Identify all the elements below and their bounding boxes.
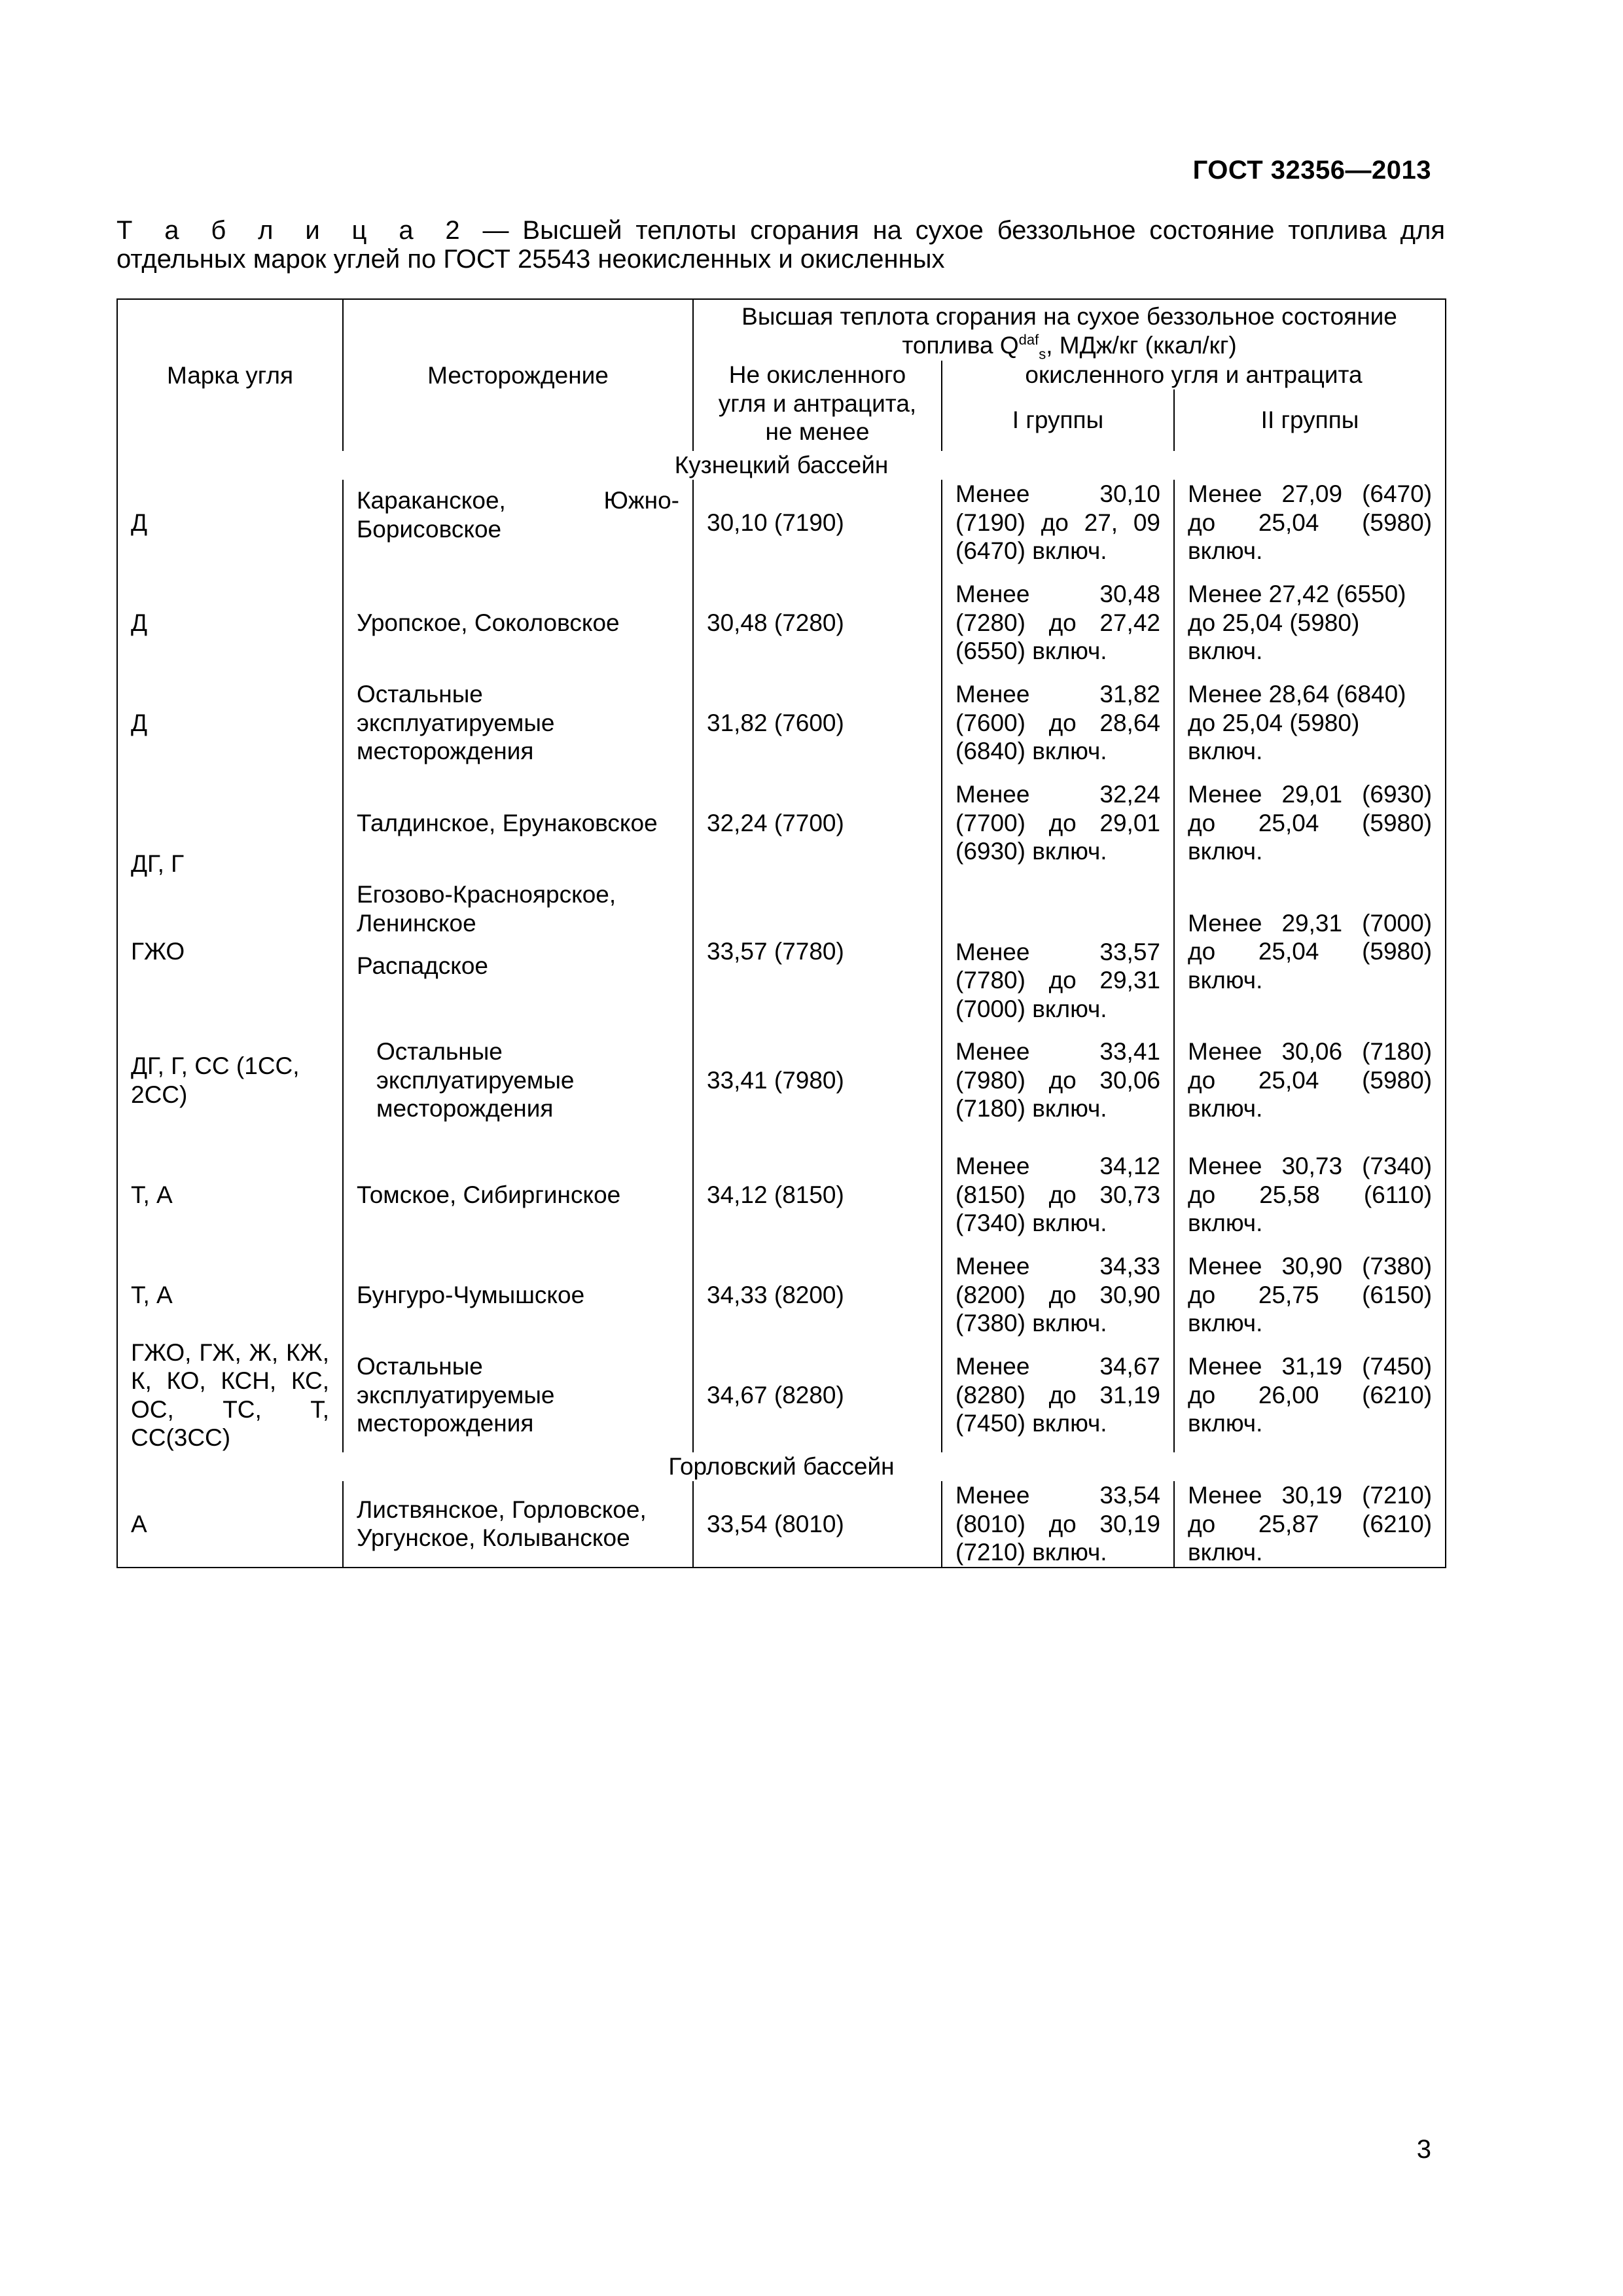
cell-nonoxidized: 31,82 (7600) bbox=[693, 680, 942, 766]
cell-grade: А bbox=[117, 1481, 343, 1568]
cell-deposit: Остальные эксплуатируемые месторождения bbox=[343, 1338, 693, 1452]
cell-group-1: Менее 31,82 (7600) до 28,64 (6840) включ. bbox=[942, 680, 1174, 766]
cell-group-1: Менее 33,41 (7980) до 30,06 (7180) включ. bbox=[942, 1023, 1174, 1138]
cell-deposit: Уропское, Соколовское bbox=[343, 565, 693, 680]
cell-grade: Д bbox=[117, 480, 343, 565]
header-heat-sub: s bbox=[1039, 345, 1046, 361]
table-row bbox=[117, 766, 1446, 880]
table-row bbox=[117, 880, 1446, 1023]
table-caption-text: — Высшей теплоты сгорания на сухое беззольное состояние топлива для отдельных марок углей по ГОСТ 25543 неокисленных и окисленных bbox=[116, 216, 1446, 274]
cell-group-1: Менее 30,10 (7190) до 27, 09 (6470) включ. bbox=[942, 480, 1174, 565]
cell-group-2: Менее 27,09 (6470) до 25,04 (5980) включ. bbox=[1174, 480, 1446, 565]
cell-group-2: Менее 29,31 (7000) до 25,04 (5980) включ. bbox=[1174, 880, 1446, 1023]
header-heat-line2a: топлива Q bbox=[902, 331, 1019, 359]
header-heat-line1: Высшая теплота сгорания на сухое беззольное состояние bbox=[741, 303, 1397, 330]
cell-nonoxidized: 30,48 (7280) bbox=[693, 565, 942, 680]
cell-deposit bbox=[343, 880, 693, 1023]
cell-group-2: Менее 30,06 (7180) до 25,04 (5980) включ. bbox=[1174, 1023, 1446, 1138]
cell-deposit-b: Распадское bbox=[357, 952, 488, 979]
cell-nonoxidized: 33,57 (7780) bbox=[693, 880, 942, 1023]
cell-nonoxidized: 33,54 (8010) bbox=[693, 1481, 942, 1568]
header-heat-line2b: , МДж/кг (ккал/кг) bbox=[1046, 331, 1237, 359]
cell-deposit-a: Егозово-Красноярское, Ленинское bbox=[357, 881, 616, 937]
cell-group-1: Менее 32,24 (7700) до 29,01 (6930) включ. bbox=[942, 766, 1174, 880]
cell-group-2: Менее 30,90 (7380) до 25,75 (6150) включ. bbox=[1174, 1252, 1446, 1338]
table-row bbox=[117, 1481, 1446, 1568]
basin-kuznetsk: Кузнецкий бассейн bbox=[117, 451, 1446, 480]
cell-grade: ГЖО bbox=[117, 880, 343, 1023]
table-caption bbox=[116, 216, 1445, 274]
cell-grade: ДГ, Г bbox=[117, 766, 343, 880]
cell-group-1: Менее 30,48 (7280) до 27,42 (6550) включ. bbox=[942, 565, 1174, 680]
cell-group-1: Менее 34,12 (8150) до 30,73 (7340) включ. bbox=[942, 1138, 1174, 1252]
table-row bbox=[117, 1023, 1446, 1138]
header-deposit: Месторождение bbox=[343, 299, 693, 451]
heat-value-table bbox=[116, 298, 1446, 1568]
cell-deposit: Листвянское, Горловское, Ургунское, Колыванское bbox=[343, 1481, 693, 1568]
cell-deposit: Бунгуро-Чумышское bbox=[343, 1252, 693, 1338]
cell-grade: Т, А bbox=[117, 1252, 343, 1338]
cell-grade: Д bbox=[117, 565, 343, 680]
cell-group-1: Менее 33,57 (7780) до 29,31 (7000) включ. bbox=[942, 880, 1174, 1023]
cell-group-2: Менее 27,42 (6550) до 25,04 (5980) включ. bbox=[1174, 565, 1446, 680]
table-row bbox=[117, 565, 1446, 680]
cell-deposit: Караканское, Южно-Борисовское bbox=[343, 480, 693, 565]
table-row bbox=[117, 480, 1446, 565]
table-row bbox=[117, 1138, 1446, 1252]
cell-deposit: Остальные эксплуатируемые месторождения bbox=[343, 1023, 693, 1138]
cell-grade: Т, А bbox=[117, 1138, 343, 1252]
cell-deposit: Остальные эксплуатируемые месторождения bbox=[343, 680, 693, 766]
header-group-2: II группы bbox=[1174, 389, 1446, 451]
header-heat-sup: daf bbox=[1018, 331, 1039, 348]
page-number: 3 bbox=[1416, 2135, 1431, 2164]
table-row bbox=[117, 1338, 1446, 1452]
document-header: ГОСТ 32356—2013 bbox=[1192, 156, 1431, 185]
basin-row bbox=[117, 451, 1446, 480]
cell-group-2: Менее 30,19 (7210) до 25,87 (6210) включ. bbox=[1174, 1481, 1446, 1568]
table-header-row bbox=[117, 299, 1446, 361]
cell-deposit: Талдинское, Ерунаковское bbox=[343, 766, 693, 880]
header-grade: Марка угля bbox=[117, 299, 343, 451]
cell-grade: ДГ, Г, СС (1СС, 2СС) bbox=[117, 1023, 343, 1138]
cell-deposit: Томское, Сибиргинское bbox=[343, 1138, 693, 1252]
cell-nonoxidized: 33,41 (7980) bbox=[693, 1023, 942, 1138]
header-oxidized: окисленного угля и антрацита bbox=[942, 361, 1446, 389]
cell-group-1: Менее 33,54 (8010) до 30,19 (7210) включ. bbox=[942, 1481, 1174, 1568]
header-heat-value bbox=[693, 299, 1446, 361]
cell-group-1: Менее 34,33 (8200) до 30,90 (7380) включ. bbox=[942, 1252, 1174, 1338]
cell-nonoxidized: 34,33 (8200) bbox=[693, 1252, 942, 1338]
cell-nonoxidized: 32,24 (7700) bbox=[693, 766, 942, 880]
cell-grade: Д bbox=[117, 680, 343, 766]
basin-row bbox=[117, 1452, 1446, 1481]
cell-group-2: Менее 31,19 (7450) до 26,00 (6210) включ. bbox=[1174, 1338, 1446, 1452]
cell-group-1: Менее 34,67 (8280) до 31,19 (7450) включ. bbox=[942, 1338, 1174, 1452]
basin-gorlovka: Горловский бассейн bbox=[117, 1452, 1446, 1481]
cell-nonoxidized: 34,12 (8150) bbox=[693, 1138, 942, 1252]
table-caption-prefix: Т а б л и ц а 2 bbox=[116, 216, 469, 245]
cell-grade: ГЖО, ГЖ, Ж, КЖ, К, КО, КСН, КС, ОС, ТС, Т, СС(3СС) bbox=[117, 1338, 343, 1452]
header-nonoxidized: Не окисленного угля и антрацита, не менее bbox=[693, 361, 942, 451]
cell-nonoxidized: 30,10 (7190) bbox=[693, 480, 942, 565]
cell-group-2: Менее 30,73 (7340) до 25,58 (6110) включ. bbox=[1174, 1138, 1446, 1252]
cell-nonoxidized: 34,67 (8280) bbox=[693, 1338, 942, 1452]
table-row bbox=[117, 680, 1446, 766]
table-row bbox=[117, 1252, 1446, 1338]
cell-group-2: Менее 28,64 (6840) до 25,04 (5980) включ. bbox=[1174, 680, 1446, 766]
header-group-1: I группы bbox=[942, 389, 1174, 451]
cell-group-2: Менее 29,01 (6930) до 25,04 (5980) включ. bbox=[1174, 766, 1446, 880]
